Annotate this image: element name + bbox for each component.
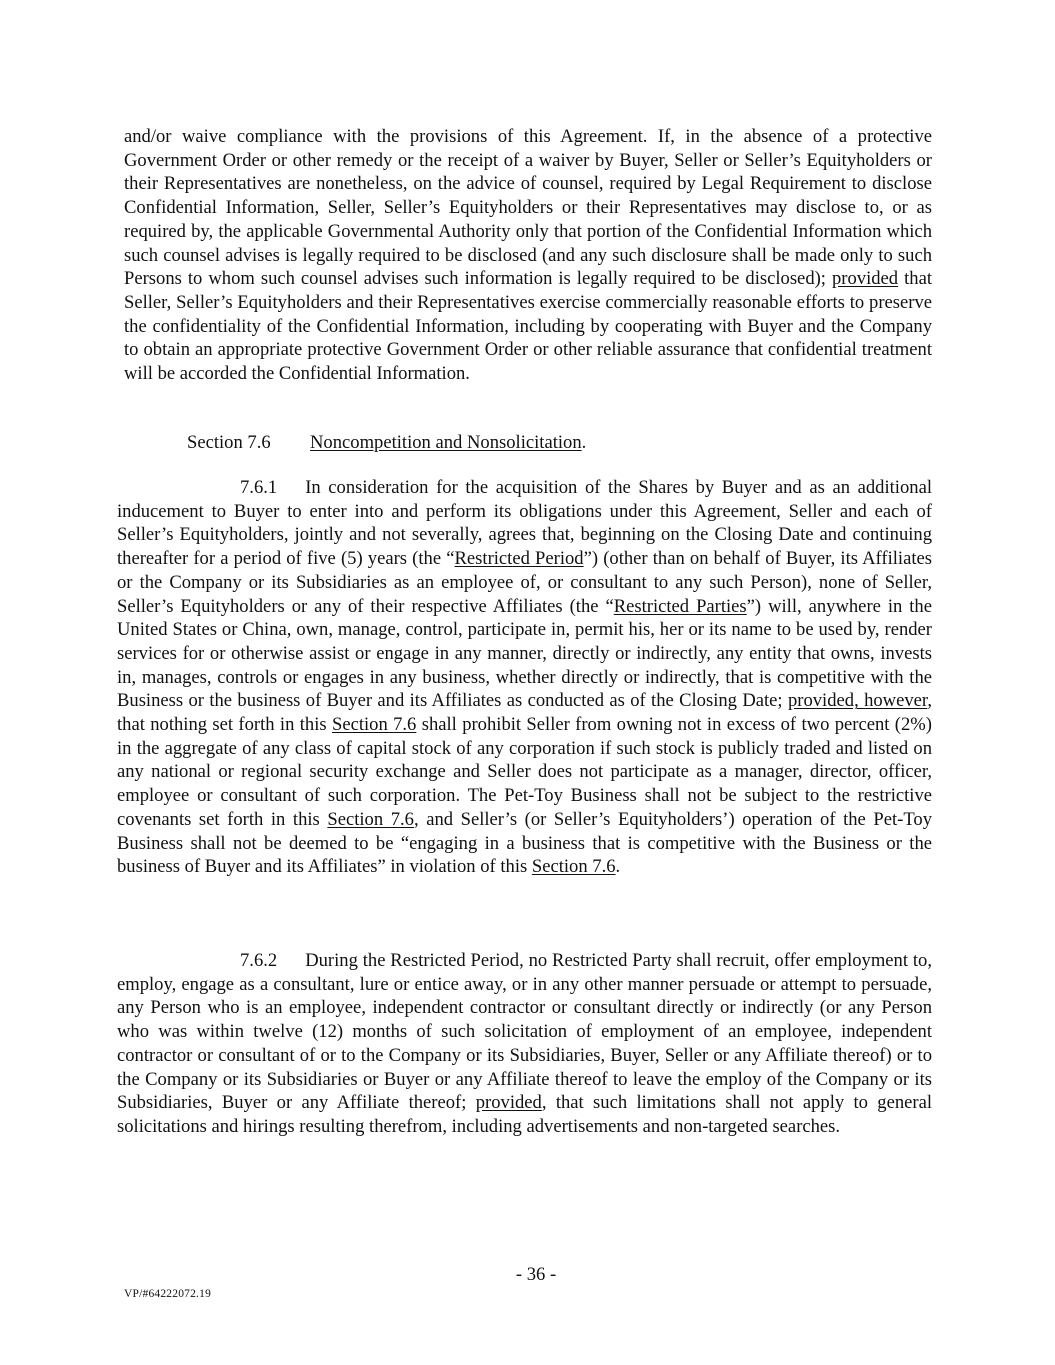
paragraph-7-6-2: [117, 949, 932, 1139]
document-id: VP/#64222072.19: [124, 1288, 212, 1300]
text-run: ”) (other than on behalf of Buyer, its Affiliates or the Company or its Subsidiaries as an employee of, or consultant to any such Person), none of Seller, Seller’s Equityholders or any of their respective Affiliates (the “: [117, 548, 932, 617]
defined-term-provided-however: provided, however: [787, 690, 928, 712]
text-run: , that such limitations shall not apply to general solicitations and hirings resulting therefrom, including advertisements and non-targeted searches.: [117, 1092, 932, 1137]
paragraph-7-6-1: [117, 476, 932, 879]
defined-term-provided: provided: [831, 268, 899, 290]
section-number: Section 7.6: [187, 432, 271, 453]
section-heading-7-6: [187, 431, 586, 455]
defined-term-restricted-period: Restricted Period: [454, 548, 584, 570]
text-run: that Seller, Seller’s Equityholders and their Representatives exercise commercially reasonable efforts to preserve the confidentiality of the Confidential Information, including by cooperating with Buyer and the Company to obtain an appropriate protective Government Order or other reliable assurance that confidential treatment will be accorded the Confidential Information.: [124, 268, 932, 385]
text-run: shall prohibit Seller from owning not in excess of two percent (2%) in the aggregate of any class of capital stock of any corporation if such stock is publicly traded and listed on any national or regional security exchange and Seller does not participate as a manager, director, officer, employee or consultant of such corporation. The Pet-Toy Business shall not be subject to the restrictive covenants set forth in this: [117, 714, 932, 830]
text-run: , and Seller’s (or Seller’s Equityholders’) operation of the Pet-Toy Business shall not be deemed to be “engaging in a business that is competitive with the Business or the business of Buyer and its Affiliates” in violation of this: [117, 808, 932, 878]
cross-reference-section-7-6: Section 7.6: [327, 808, 414, 830]
cross-reference-section-7-6: Section 7.6: [331, 714, 417, 736]
cross-reference-section-7-6: Section 7.6: [531, 856, 616, 878]
subsection-number: 7.6.1: [240, 477, 278, 498]
defined-term-restricted-parties: Restricted Parties: [613, 595, 747, 617]
text-run: , that nothing set forth in this: [117, 690, 932, 736]
subsection-number: 7.6.2: [240, 950, 278, 971]
text-run: During the Restricted Period, no Restricted Party shall recruit, offer employment to, employ, engage as a consultant, lure or entice away, or in any other manner persuade or attempt to persuade, any Person who is an employee, independent contractor or consultant directly or indirectly (or any Person who was within twelve (12) months of such solicitation of employment of an employee, independent contractor or consultant of or to the Company or its Subsidiaries, Buyer, Seller or any Affiliate thereof) or to the Company or its Subsidiaries or Buyer or any Affiliate thereof to leave the employ of the Company or its Subsidiaries, Buyer or any Affiliate thereof;: [117, 950, 932, 1114]
section-title: Noncompetition and Nonsolicitation: [310, 432, 582, 453]
text-run: and/or waive compliance with the provisions of this Agreement. If, in the absence of a protective Government Order or other remedy or the receipt of a waiver by Buyer, Seller or Seller’s Equityholders or their Representatives are nonetheless, on the advice of counsel, required by Legal Requirement to disclose Confidential Information, Seller, Seller’s Equityholders or their Representatives may disclose to, or as required by, the applicable Governmental Authority only that portion of the Confidential Information which such counsel advises is legally required to be disclosed (and any such disclosure shall be made only to such Persons to whom such counsel advises such information is legally required to be disclosed);: [124, 126, 932, 290]
defined-term-provided: provided: [475, 1092, 542, 1114]
paragraph-confidentiality-continuation: [124, 125, 932, 386]
text-run: In consideration for the acquisition of the Shares by Buyer and as an additional inducement to Buyer to enter into and perform its obligations under this Agreement, Seller and each of Seller’s Equityholders, jointly and not severally, agrees that, beginning on the Closing Date and continuing thereafter for a period of five (5) years (the “: [117, 477, 932, 570]
text-run: .: [615, 856, 621, 878]
page-number: - 36 -: [515, 1264, 557, 1285]
section-title-period: .: [581, 432, 587, 453]
text-run: ”) will, anywhere in the United States or China, own, manage, control, participate in, permit his, her or its name to be used by, render services for or otherwise assist or engage in any manner, directly or indirectly, any entity that owns, invests in, manages, controls or engages in any business, whether directly or indirectly, that is competitive with the Business or the business of Buyer and its Affiliates as conducted as of the Closing Date;: [117, 595, 932, 712]
